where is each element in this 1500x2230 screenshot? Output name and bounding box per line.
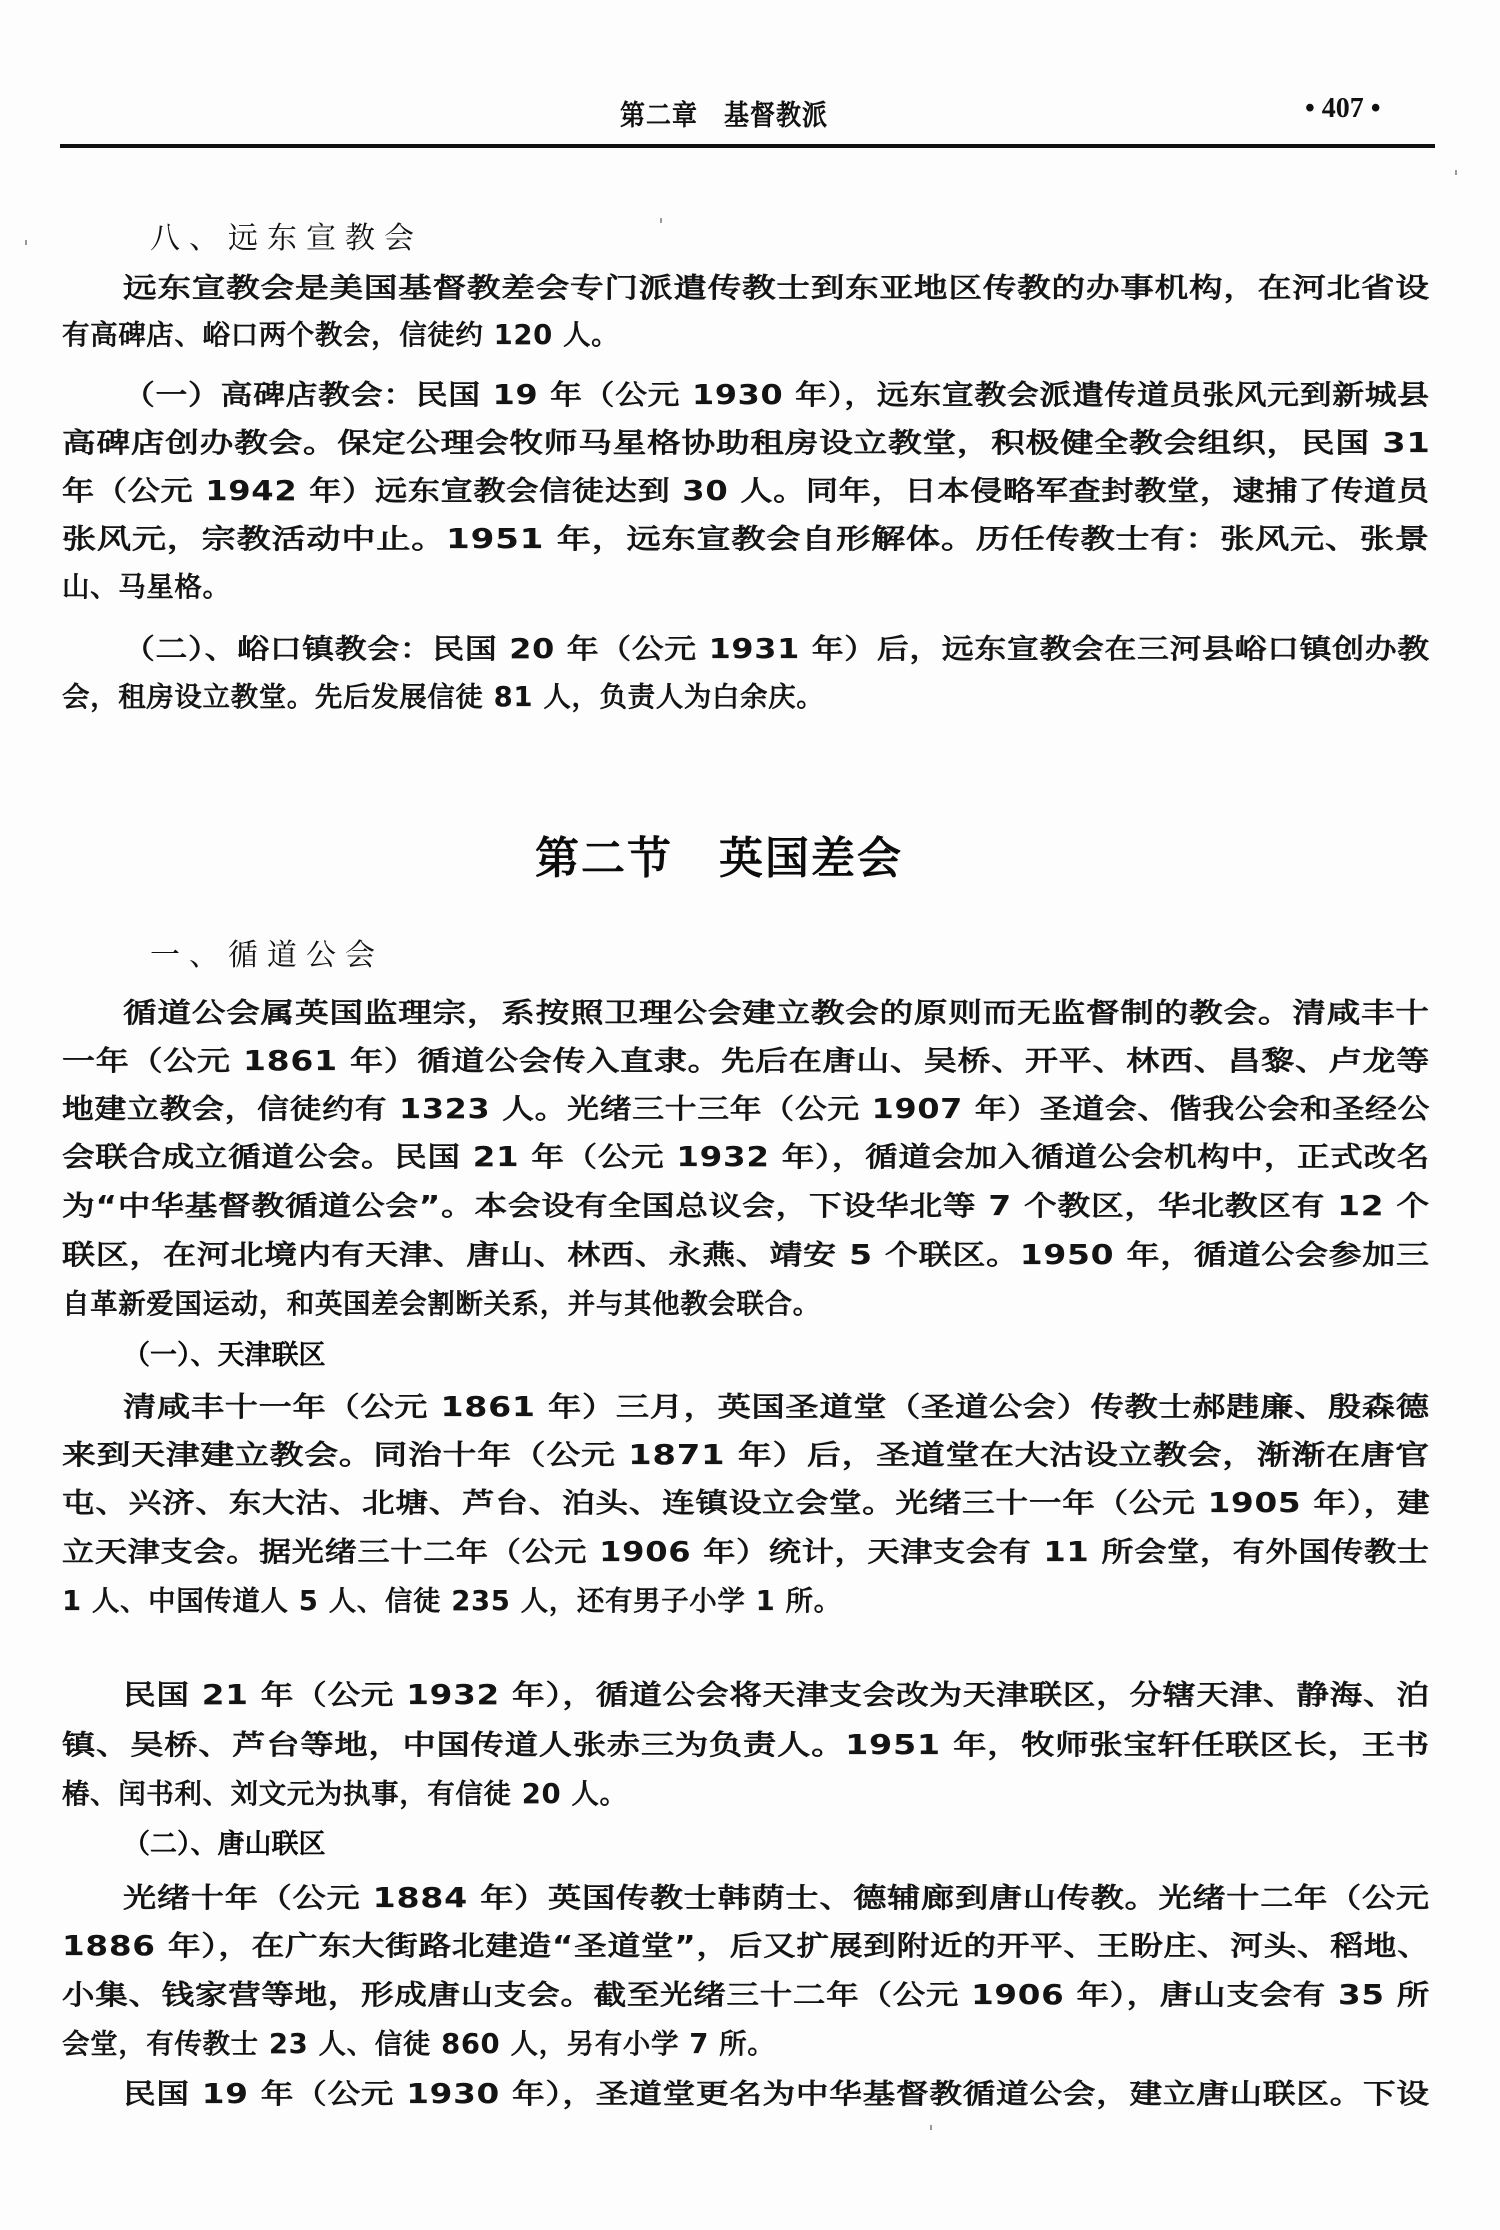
text-line: 屯、兴济、东大沽、北塘、芦台、泊头、连镇设立会堂。光绪三十一年（公元 1905 年），建	[62, 1487, 1431, 1519]
text-line: 地建立教会，信徒约有 1323 人。光绪三十三年（公元 1907 年）圣道会、偕我公会和圣经公	[62, 1093, 1431, 1125]
text-line: 联区，在河北境内有天津、唐山、林西、永燕、靖安 5 个联区。1950 年，循道公会参加三	[62, 1239, 1430, 1271]
scan-speck	[660, 218, 662, 223]
text-line: 年（公元 1942 年）远东宣教会信徒达到 30 人。同年，日本侵略军查封教堂，逮捕了传道员	[62, 475, 1430, 507]
text-line: 张风元，宗教活动中止。1951 年，远东宣教会自形解体。历任传教士有：张风元、张景	[62, 523, 1430, 555]
text-line: （一）高碑店教会：民国 19 年（公元 1930 年），远东宣教会派遣传道员张风元到新城县	[123, 379, 1430, 411]
text-line: 一年（公元 1861 年）循道公会传入直隶。先后在唐山、吴桥、开平、林西、昌黎、卢龙等	[62, 1045, 1430, 1077]
text-line: 镇、吴桥、芦台等地，中国传道人张赤三为负责人。1951 年，牧师张宝轩任联区长，王书	[62, 1729, 1430, 1761]
text-line: 会堂，有传教士 23 人、信徒 860 人，另有小学 7 所。	[62, 2028, 776, 2060]
text-line: 1 人、中国传道人 5 人、信徒 235 人，还有男子小学 1 所。	[62, 1585, 842, 1617]
text-line: 为“中华基督教循道公会”。本会设有全国总议会，下设华北等 7 个教区，华北教区有 12 个	[62, 1190, 1430, 1222]
chapter-title: 第二章 基督教派	[620, 98, 829, 132]
text-line: 会联合成立循道公会。民国 21 年（公元 1932 年），循道会加入循道公会机构中，正式改名	[62, 1141, 1430, 1173]
text-line: 立天津支会。据光绪三十二年（公元 1906 年）统计，天津支会有 11 所会堂，有外国传教士	[62, 1536, 1430, 1568]
header-rule	[60, 144, 1435, 148]
scan-speck	[25, 240, 27, 245]
page-number: • 407 •	[1305, 93, 1381, 124]
text-line: 会，租房设立教堂。先后发展信徒 81 人，负责人为白余庆。	[62, 681, 825, 713]
text-line: 清咸丰十一年（公元 1861 年）三月，英国圣道堂（圣道公会）传教士郝韪廉、殷森德	[123, 1391, 1430, 1423]
running-head	[0, 93, 1500, 137]
text-line: 光绪十年（公元 1884 年）英国传教士韩荫士、德辅廊到唐山传教。光绪十二年（公元	[123, 1882, 1430, 1914]
text-line: 来到天津建立教会。同治十年（公元 1871 年）后，圣道堂在大沽设立教会，渐渐在唐官	[62, 1439, 1430, 1471]
scan-speck	[930, 2125, 932, 2130]
subheading-tianjin: （一）、天津联区	[123, 1340, 326, 1371]
scan-speck	[1455, 170, 1457, 175]
text-line: 高碑店创办教会。保定公理会牧师马星格协助租房设立教堂，积极健全教会组织，民国 31	[62, 427, 1431, 459]
text-line: 自革新爱国运动，和英国差会割断关系，并与其他教会联合。	[62, 1288, 821, 1320]
text-line: 远东宣教会是美国基督教差会专门派遣传教士到东亚地区传教的办事机构，在河北省设	[123, 272, 1430, 304]
text-line: 椿、闰书利、刘文元为执事，有信徒 20 人。	[62, 1778, 628, 1810]
text-line: 山、马星格。	[62, 571, 231, 603]
text-line: 循道公会属英国监理宗，系按照卫理公会建立教会的原则而无监督制的教会。清咸丰十	[123, 997, 1430, 1029]
text-line: 民国 19 年（公元 1930 年），圣道堂更名为中华基督教循道公会，建立唐山联区。下设	[123, 2078, 1430, 2110]
text-line: 小集、钱家营等地，形成唐山支会。截至光绪三十二年（公元 1906 年），唐山支会有 35 所	[62, 1979, 1430, 2011]
text-line: （二）、峪口镇教会：民国 20 年（公元 1931 年）后，远东宣教会在三河县峪口镇创办教	[123, 633, 1430, 665]
section-title: 第二节 英国差会	[535, 833, 903, 884]
subheading-tangshan: （二）、唐山联区	[123, 1829, 326, 1860]
section-heading-far-east-mission: 八、远东宣教会	[150, 221, 423, 256]
section-heading-methodist: 一、循道公会	[150, 938, 384, 973]
text-line: 民国 21 年（公元 1932 年），循道公会将天津支会改为天津联区，分辖天津、静海、泊	[123, 1679, 1430, 1711]
text-line: 有高碑店、峪口两个教会，信徒约 120 人。	[62, 319, 620, 351]
text-line: 1886 年），在广东大街路北建造“圣道堂”，后又扩展到附近的开平、王盼庄、河头、稻地、	[62, 1930, 1431, 1962]
